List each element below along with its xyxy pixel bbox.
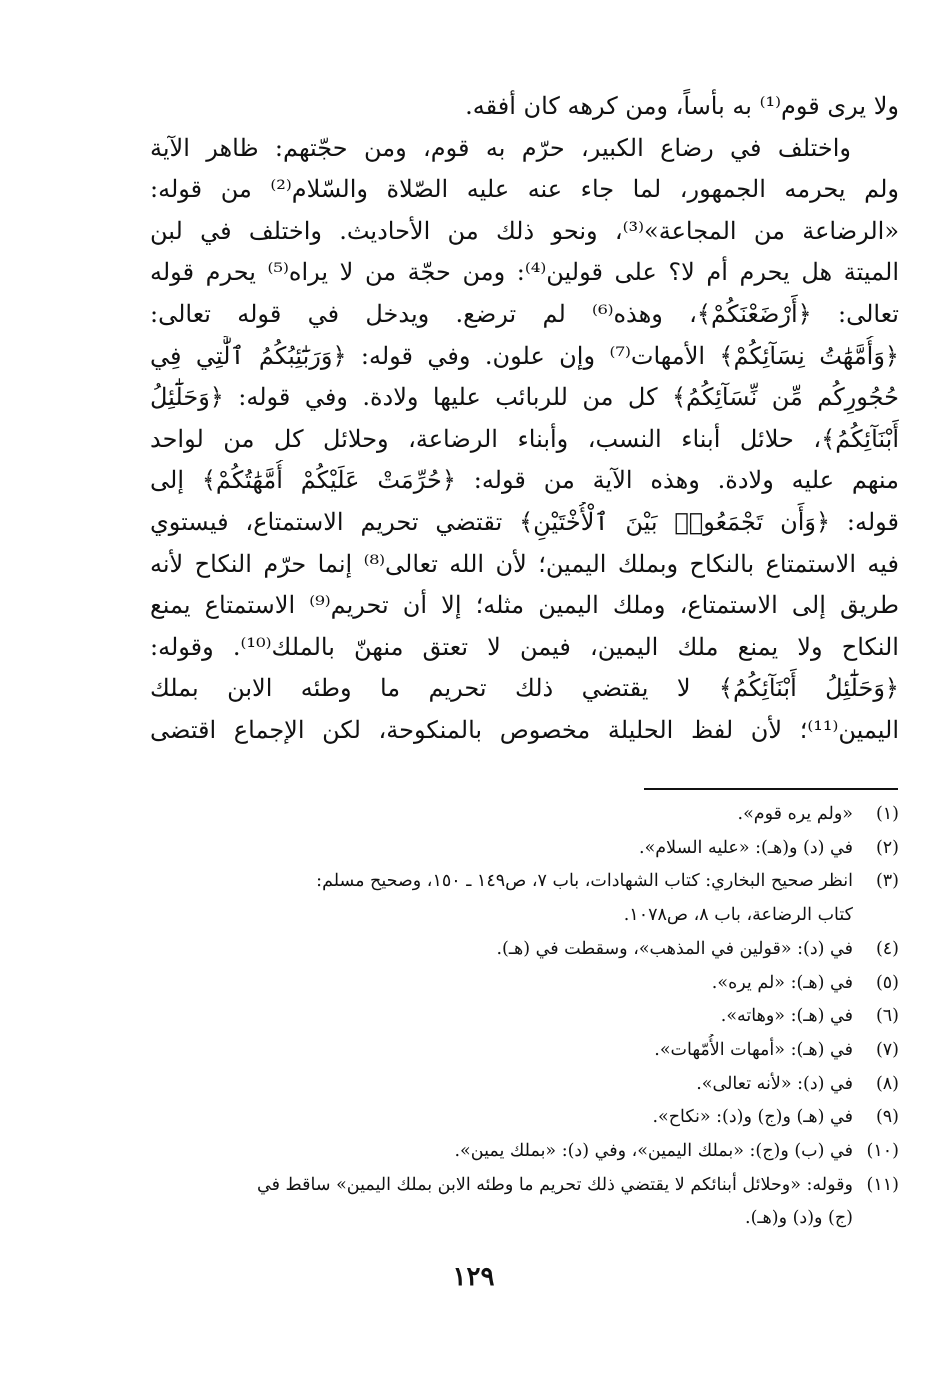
text-line: ﴿وَأُمَّهَٰتُ نِسَآئِكُمْ﴾ الأمهات⁽⁷⁾ وإن علون. وفي قوله: ﴿وَرَبَٰٓئِبُكُمُ ٱلَّٰتِي فِي bbox=[150, 341, 899, 370]
footnote-continuation: كتاب الرضاعة، باب ٨، ص١٠٧٨. bbox=[623, 905, 853, 926]
text-line: ﴿وَحَلَٰٓئِلُ أَبْنَآئِكُمُ﴾ لا يقتضي ذلك تحريم ما وطئه الابن بملك bbox=[150, 674, 899, 703]
text-line: «الرضاعة من المجاعة»⁽³⁾، ونحو ذلك من الأحاديث. واختلف في لبن bbox=[150, 216, 899, 245]
text-line: حُجُورِكُم مِّن نِّسَآئِكُمُ﴾ كل من للربائب عليها ولادة. وفي قوله: ﴿وَحَلَٰٓئِلُ bbox=[150, 383, 899, 412]
footnote-item bbox=[150, 798, 899, 832]
footnote-text: في (هـ): «لم يره». bbox=[711, 972, 853, 993]
footnote-item bbox=[150, 832, 899, 866]
footnote-number: (٥) bbox=[875, 972, 899, 993]
text-line: ولا يرى قوم⁽¹⁾ به بأساً، ومن كرهه كان أفقه. bbox=[465, 92, 899, 120]
footnote-text: في (هـ): «وهاته». bbox=[720, 1006, 853, 1027]
footnote-continuation: (ج) و(د) و(هـ). bbox=[745, 1208, 853, 1229]
footnote-number: (١٠) bbox=[866, 1141, 899, 1162]
text-line: طريق إلى الاستمتاع، وملك اليمين مثله؛ إلا أن تحريم⁽⁹⁾ الاستمتاع يمنع bbox=[150, 591, 899, 620]
footnote-item bbox=[150, 1169, 899, 1203]
footnote-text: في (هـ): «أمهات الأُمّهات». bbox=[654, 1039, 853, 1060]
text-line: تعالى: ﴿أَرْضَعْنَكُمْ﴾، وهذه⁽⁶⁾ لم ترضع. ويدخل في قوله تعالى: bbox=[150, 299, 899, 328]
page-number: ١٢٩ bbox=[452, 1262, 495, 1292]
text-line: النكاح ولا يمنع ملك اليمين، فيمن لا تعتق منهنّ بالملك⁽¹⁰⁾. وقوله: bbox=[150, 632, 899, 661]
footnote-text: في (د): «قولين في المذهب»، وسقطت في (هـ). bbox=[496, 938, 853, 959]
footnote-number: (٩) bbox=[875, 1107, 899, 1128]
footnote-number: (٨) bbox=[875, 1073, 899, 1094]
footnote-number: (٦) bbox=[875, 1006, 899, 1027]
text-line: واختلف في رضاع الكبير، حرّم به قوم، ومن حجّتهم: ظاهر الآية bbox=[150, 133, 851, 162]
footnote-number: (٢) bbox=[875, 837, 899, 858]
text-line: فيه الاستمتاع بالنكاح وبملك اليمين؛ لأن الله تعالى⁽⁸⁾ إنما حرّم النكاح لأنه bbox=[150, 549, 899, 578]
footnote-text: في (ب) و(ج): «بملك اليمين»، وفي (د): «بملك يمين». bbox=[454, 1141, 853, 1162]
footnote-text: انظر صحيح البخاري: كتاب الشهادات، باب ٧، ص١٤٩ ـ ١٥٠، وصحيح مسلم: bbox=[316, 871, 853, 892]
text-line: منهم عليه ولادة. وهذه الآية من قوله: ﴿حُرِّمَتْ عَلَيْكُمْ أُمَّهَٰتُكُمْ﴾ إلى bbox=[150, 466, 899, 495]
footnote-separator bbox=[644, 788, 898, 790]
text-line: أَبْنَآئِكُمُ﴾، حلائل أبناء النسب، وأبناء الرضاعة، وحلائل كل من لواحد bbox=[150, 424, 899, 453]
footnote-item bbox=[150, 1135, 899, 1169]
footnote-number: (٤) bbox=[875, 938, 899, 959]
text-line: ولم يحرمه الجمهور، لما جاء عنه عليه الصّلاة والسّلام⁽²⁾ من قوله: bbox=[150, 175, 899, 204]
main-text bbox=[150, 86, 899, 752]
footnote-item bbox=[150, 1068, 899, 1102]
footnote-text: في (هـ) و(ج) و(د): «نكاح». bbox=[652, 1107, 853, 1128]
footnote-item bbox=[150, 1034, 899, 1068]
text-line: الميتة هل يحرم أم لا؟ على قولين⁽⁴⁾: ومن حجّة من لا يراه⁽⁵⁾ يحرم قوله bbox=[150, 258, 899, 287]
footnote-item bbox=[150, 1000, 899, 1034]
footnote-text: وقوله: «وحلائل أبنائكم لا يقتضي ذلك تحريم ما وطئه الابن بملك اليمين» ساقط في bbox=[257, 1174, 853, 1195]
footnote-text: «ولم يره قوم». bbox=[737, 804, 853, 824]
footnote-item bbox=[150, 933, 899, 967]
footnote-item bbox=[150, 865, 899, 899]
footnote-text: في (د) و(هـ): «عليه السلام». bbox=[639, 837, 853, 858]
text-line: قوله: ﴿وَأَن تَجْمَعُوا۟ بَيْنَ ٱلْأُخْتَيْنِ﴾ تقتضي تحريم الاستمتاع، فيستوي bbox=[150, 507, 899, 536]
footnote-number: (١١) bbox=[866, 1174, 899, 1195]
text-line: اليمين⁽¹¹⁾؛ لأن لفظ الحليلة مخصوص بالمنكوحة، لكن الإجماع اقتضى bbox=[150, 715, 899, 744]
footnote-text: في (د): «لأنه تعالى». bbox=[696, 1073, 853, 1094]
footnote-item bbox=[150, 967, 899, 1001]
footnote-item bbox=[150, 1101, 899, 1135]
footnote-number: (١) bbox=[875, 804, 899, 824]
footnote-number: (٣) bbox=[875, 871, 899, 892]
footnotes bbox=[150, 798, 899, 1236]
footnote-number: (٧) bbox=[875, 1039, 899, 1060]
